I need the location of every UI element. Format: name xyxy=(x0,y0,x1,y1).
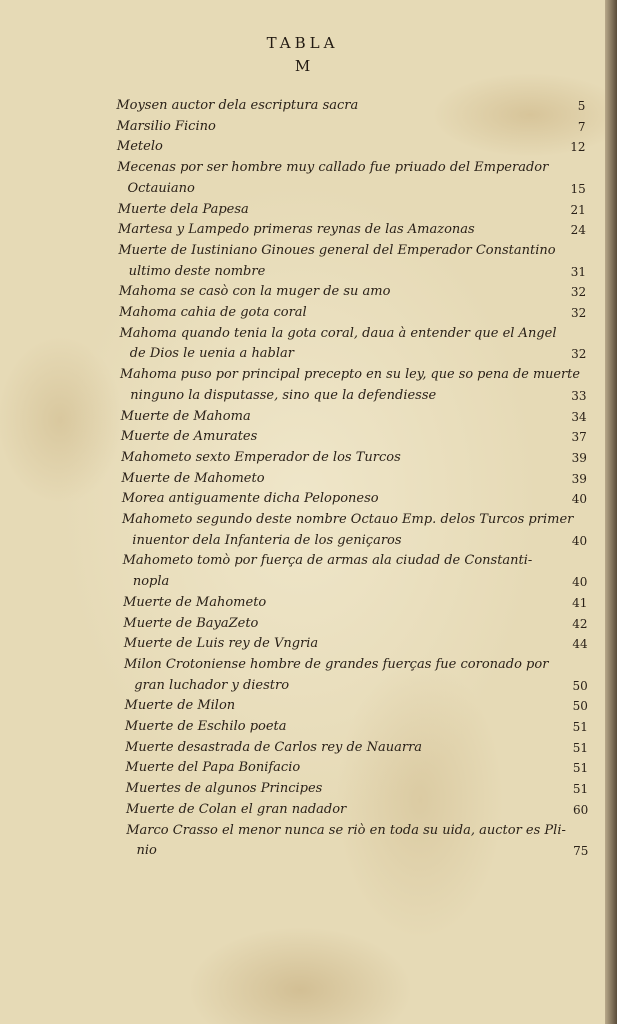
index-entry-page-number: 32 xyxy=(570,306,587,320)
index-entry-page-number: 34 xyxy=(571,409,587,424)
index-entry-text: Mahoma cahia de gota coral xyxy=(119,305,307,320)
index-entry-page-number: 31 xyxy=(570,264,587,279)
index-entry-text: Muerte dela Papesa xyxy=(117,201,249,217)
index-entry-text: Mahometo sexto Emperador de los Turcos xyxy=(121,449,401,465)
page-title: TABLA xyxy=(266,34,339,52)
index-entry-text: Mahoma quando tenia la gota coral, daua à entender que el Angel xyxy=(119,325,557,341)
index-entry-text: Milon Crotoniense hombre de grandes fuerças fue coronado por xyxy=(123,656,549,672)
index-entry-text: Mecenas por ser hombre muy callado fue priuado del Emperador xyxy=(117,160,549,176)
index-entry-page-number: 51 xyxy=(572,720,588,734)
index-entry-text: Muertes de algunos Principes xyxy=(125,781,323,797)
index-entry-continuation: ultimo deste nombre xyxy=(128,263,266,279)
index-entry-page-number: 40 xyxy=(571,533,588,548)
index-entry-page-number: 41 xyxy=(572,595,588,610)
index-entry-text: Muerte de Mahometo xyxy=(123,594,267,610)
index-entry-page-number: 32 xyxy=(571,347,587,362)
index-entry-page-number: 51 xyxy=(572,761,589,776)
index-entry-page-number: 24 xyxy=(570,223,586,238)
index-entry-page-number: 39 xyxy=(571,471,587,486)
index-entry-text: Muerte de Colan el gran nadador xyxy=(125,801,347,817)
index-entry-text: Mahometo tomò por fuerça de armas ala ciudad de Constanti- xyxy=(122,553,533,569)
index-entry-page-number: 39 xyxy=(571,450,587,465)
index-entry-text: Muerte de Iustiniano Ginoues general del Emperador Constantino xyxy=(118,242,556,258)
index-entry-continuation: nio xyxy=(136,843,157,859)
index-entry-page-number: 40 xyxy=(571,492,587,507)
index-entry-text: Muerte desastrada de Carlos rey de Nauarra xyxy=(125,739,423,755)
index-entry-continuation: de Dios le uenia a hablar xyxy=(129,346,295,362)
index-entry-text: Metelo xyxy=(116,139,163,155)
index-entry-page-number: 37 xyxy=(571,430,587,445)
index-entry-text: Muerte del Papa Bonifacio xyxy=(125,760,301,776)
index-entry-text: Morea antiguamente dicha Peloponeso xyxy=(121,491,379,507)
index-entry-text: Muerte de Luis rey de Vngria xyxy=(123,636,319,652)
index-entry-text: Martesa y Lampedo primeras reynas de las Amazonas xyxy=(118,222,475,238)
index-entry-continuation: inuentor dela Infanteria de los geniçaros xyxy=(132,532,402,548)
index-entry-page-number: 33 xyxy=(571,388,587,403)
index-entry-page-number: 7 xyxy=(577,119,586,134)
index-entry-page-number: 51 xyxy=(572,782,589,797)
index-entry-page-number: 60 xyxy=(573,802,589,817)
index-entry-continuation: Octauiano xyxy=(127,180,195,196)
index-entry-text: Marco Crasso el menor nunca se riò en toda su uida, auctor es Pli- xyxy=(126,822,566,838)
index-entry-page-number: 75 xyxy=(573,844,589,859)
index-entry-page-number: 50 xyxy=(572,699,588,714)
index-entry-text: Muerte de Mahometo xyxy=(121,470,265,486)
index-entry-page-number: 32 xyxy=(570,285,587,300)
index-entry-text: Muerte de BayaZeto xyxy=(123,615,259,631)
index-entry-page-number: 44 xyxy=(572,637,588,652)
index-entry-page-number: 5 xyxy=(577,99,586,113)
index-entry-continuation: nopla xyxy=(132,574,170,590)
index-entry-continuation: gran luchador y diestro xyxy=(134,677,290,693)
index-entry-continuation: ninguno la disputasse, sino que la defendiesse xyxy=(130,387,437,403)
index-entry-page-number: 42 xyxy=(572,616,588,631)
index-entry-text: Mahometo segundo deste nombre Octauo Emp. delos Turcos primer xyxy=(122,512,574,527)
index-entry-text: Muerte de Amurates xyxy=(120,429,258,445)
index-entry-page-number: 12 xyxy=(570,140,586,155)
index-entry-page-number: 15 xyxy=(570,181,586,196)
page-edge xyxy=(605,0,617,1024)
index-entry-page-number: 40 xyxy=(572,575,588,590)
index-entry-text: Muerte de Milon xyxy=(124,698,236,714)
index-entry-text: Muerte de Eschilo poeta xyxy=(124,719,287,734)
index-entry-text: Muerte de Mahoma xyxy=(120,408,251,424)
index-entry-text: Mahoma puso por principal precepto en su ley, que so pena de muerte xyxy=(120,367,580,383)
index-entry-page-number: 21 xyxy=(570,202,586,217)
section-letter: M xyxy=(294,57,311,75)
index-entry-page-number: 51 xyxy=(572,740,589,755)
index-entry-text: Mahoma se casò con la muger de su amo xyxy=(118,284,391,300)
index-entry-page-number: 50 xyxy=(572,678,588,693)
index-entry-text: Moysen auctor dela escriptura sacra xyxy=(116,98,359,113)
index-entry-text: Marsilio Ficino xyxy=(116,118,216,134)
